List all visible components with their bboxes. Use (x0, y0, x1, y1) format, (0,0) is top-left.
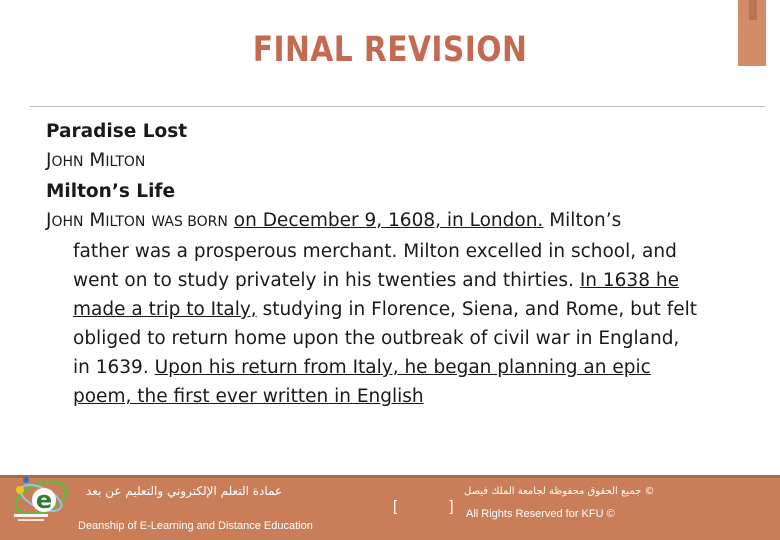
footer-bar (0, 478, 780, 540)
accent-strip (749, 0, 757, 20)
para-line-6: in 1639. Upon his return from Italy, he began planning an epic (73, 357, 651, 378)
footer-english-title: Deanship of E-Learning and Distance Education (78, 520, 313, 532)
slide-content (46, 117, 746, 411)
rights-arabic: جميع الحقوق محفوظة لجامعة الملك فيصل © (464, 486, 655, 497)
para-line-7: poem, the first ever written in English (73, 386, 424, 407)
footer-arabic-title: عمادة التعلم الإلكتروني والتعليم عن بعد (86, 484, 283, 498)
para-line-3: went on to study privately in his twenties and thirties. In 1638 he (73, 270, 679, 291)
elearning-logo-icon (8, 468, 72, 526)
para-line-2: father was a prosperous merchant. Milton excelled in school, and (73, 241, 677, 262)
section-heading: Milton’s Life (46, 181, 176, 202)
page-number: [ ] (393, 498, 478, 515)
svg-text:e: e (35, 486, 53, 514)
title-divider (30, 106, 765, 107)
life-paragraph (46, 206, 746, 411)
heading: Paradise Lost (46, 121, 188, 142)
para-line-4: made a trip to Italy, studying in Florence, Siena, and Rome, but felt (73, 299, 698, 320)
rights-english: All Rights Reserved for KFU © (466, 508, 615, 520)
para-line-1: JOHN MILTON WAS BORN on December 9, 1608, in London. Milton’s (46, 210, 622, 231)
author-name: JOHN MILTON (46, 150, 146, 171)
slide-title: FINAL REVISION (252, 30, 528, 70)
para-line-5: obliged to return home upon the outbreak of civil war in England, (73, 328, 680, 349)
